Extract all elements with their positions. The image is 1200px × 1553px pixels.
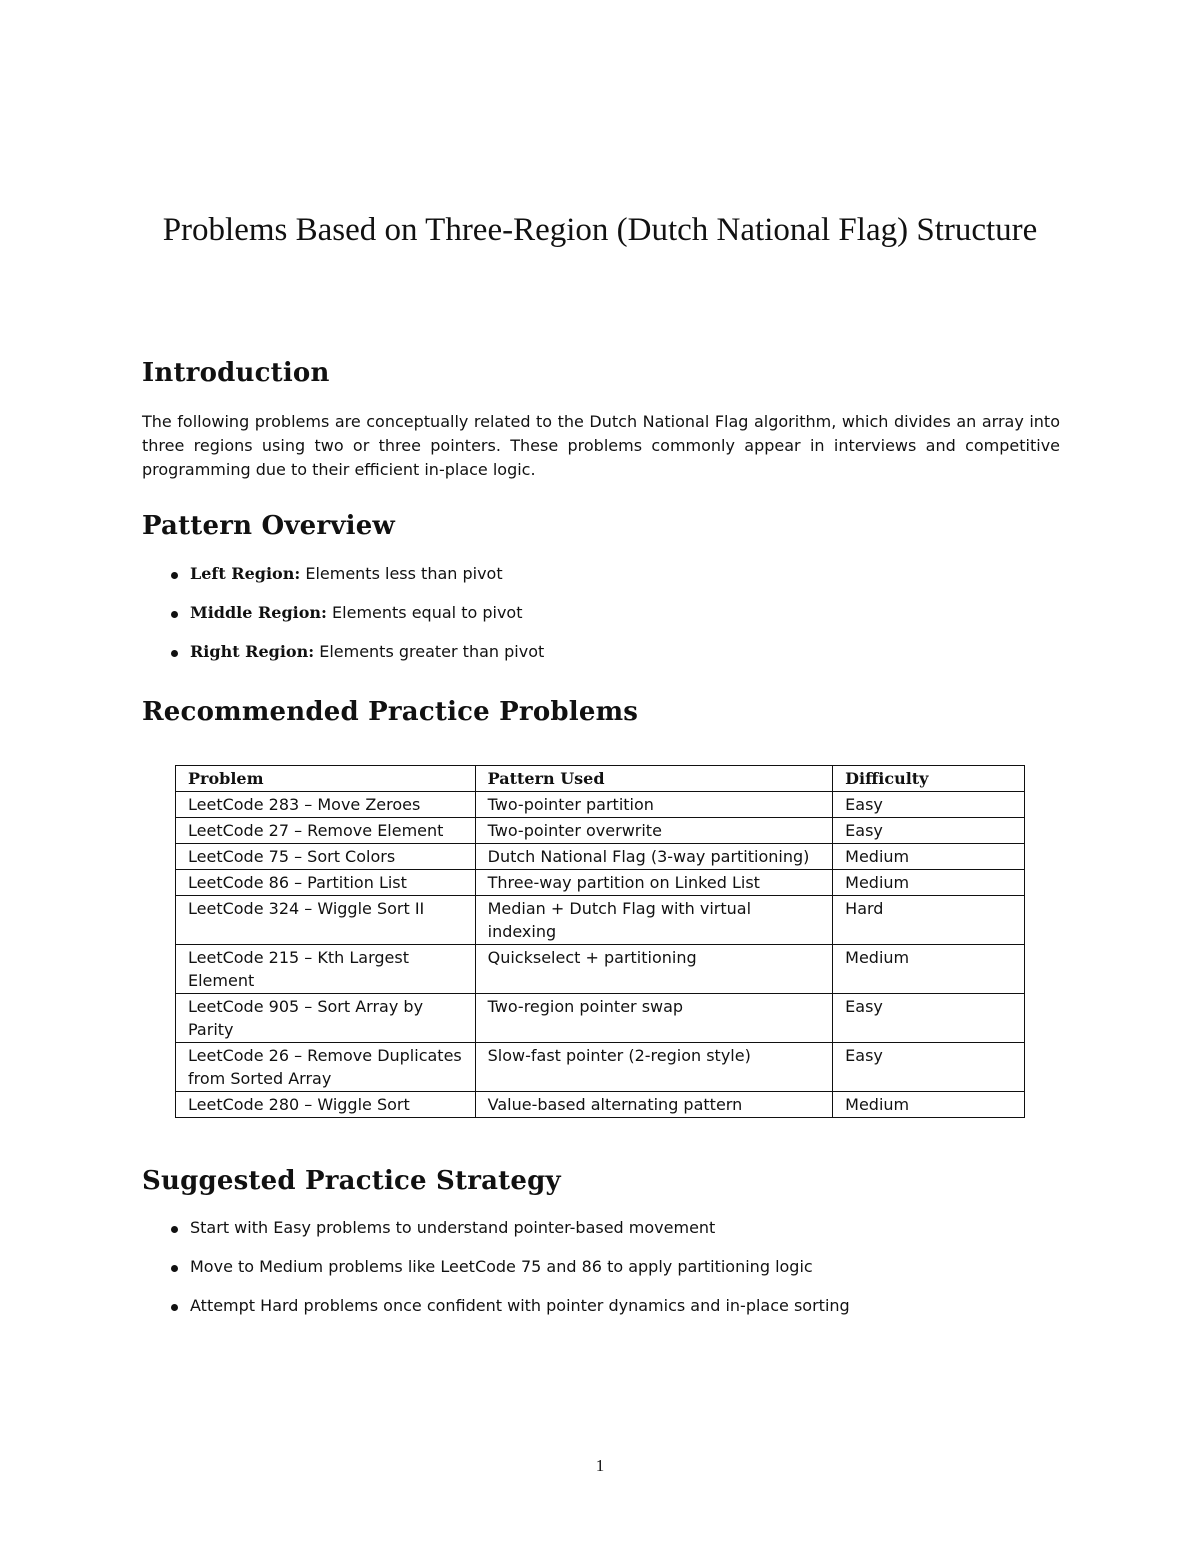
problem-cell: LeetCode 27 – Remove Element (176, 818, 476, 844)
table-row (176, 818, 1025, 844)
page-title: Problems Based on Three-Region (Dutch National Flag) Structure (162, 212, 1038, 248)
bullet-icon (171, 572, 178, 579)
difficulty-cell: Medium (833, 844, 1025, 870)
pattern-cell: Value-based alternating pattern (475, 1092, 833, 1118)
problem-cell: LeetCode 86 – Partition List (176, 870, 476, 896)
bullet-icon (171, 650, 178, 657)
bullet-icon (171, 1226, 178, 1233)
table-row (176, 870, 1025, 896)
region-description: Elements equal to pivot (332, 603, 523, 622)
region-label: Middle Region: (190, 603, 327, 622)
strategy-text: Attempt Hard problems once confident with pointer dynamics and in-place sorting (190, 1296, 850, 1315)
pattern-cell: Slow-fast pointer (2-region style) (475, 1043, 833, 1092)
problem-cell: LeetCode 280 – Wiggle Sort (176, 1092, 476, 1118)
list-item (168, 1295, 850, 1334)
page-number: 1 (595, 1456, 605, 1475)
strategy-list (168, 1217, 850, 1334)
region-description: Elements greater than pivot (319, 642, 545, 661)
difficulty-cell: Medium (833, 945, 1025, 994)
difficulty-cell: Medium (833, 1092, 1025, 1118)
list-item (168, 602, 544, 641)
list-item (168, 1217, 850, 1256)
problem-cell: LeetCode 215 – Kth Largest Element (176, 945, 476, 994)
practice-problems-heading: Recommended Practice Problems (142, 697, 639, 727)
table-row (176, 1092, 1025, 1118)
strategy-text: Start with Easy problems to understand pointer-based movement (190, 1218, 716, 1237)
list-item (168, 641, 544, 680)
difficulty-cell: Easy (833, 1043, 1025, 1092)
table-row (176, 945, 1025, 994)
pattern-overview-list (168, 563, 544, 680)
region-label: Right Region: (190, 642, 315, 661)
table-row (176, 844, 1025, 870)
table-row (176, 994, 1025, 1043)
pattern-cell: Dutch National Flag (3-way partitioning) (475, 844, 833, 870)
bullet-icon (171, 1304, 178, 1311)
table-header-row (176, 766, 1025, 792)
pattern-overview-heading: Pattern Overview (142, 511, 396, 541)
introduction-paragraph: The following problems are conceptually related to the Dutch National Flag algorithm, which divides an array into three regions using two or three pointers. These problems commonly appear in interviews and competitive programming due to their efficient in-place logic. (142, 412, 1060, 479)
pattern-cell: Median + Dutch Flag with virtual indexing (475, 896, 833, 945)
problem-cell: LeetCode 283 – Move Zeroes (176, 792, 476, 818)
difficulty-cell: Medium (833, 870, 1025, 896)
list-item (168, 1256, 850, 1295)
region-label: Left Region: (190, 564, 301, 583)
problem-cell: LeetCode 324 – Wiggle Sort II (176, 896, 476, 945)
difficulty-cell: Easy (833, 994, 1025, 1043)
pattern-cell: Two-pointer partition (475, 792, 833, 818)
pattern-cell: Quickselect + partitioning (475, 945, 833, 994)
pattern-cell: Two-region pointer swap (475, 994, 833, 1043)
pattern-cell: Three-way partition on Linked List (475, 870, 833, 896)
list-item (168, 563, 544, 602)
column-header-difficulty: Difficulty (833, 766, 1025, 792)
difficulty-cell: Easy (833, 792, 1025, 818)
bullet-icon (171, 1265, 178, 1272)
pattern-cell: Two-pointer overwrite (475, 818, 833, 844)
region-description: Elements less than pivot (305, 564, 503, 583)
problem-cell: LeetCode 26 – Remove Duplicates from Sorted Array (176, 1043, 476, 1092)
problem-cell: LeetCode 75 – Sort Colors (176, 844, 476, 870)
strategy-heading: Suggested Practice Strategy (142, 1166, 561, 1196)
bullet-icon (171, 611, 178, 618)
strategy-text: Move to Medium problems like LeetCode 75 and 86 to apply partitioning logic (190, 1257, 813, 1276)
column-header-pattern: Pattern Used (475, 766, 833, 792)
table-row (176, 896, 1025, 945)
table-row (176, 792, 1025, 818)
difficulty-cell: Easy (833, 818, 1025, 844)
practice-problems-table (175, 765, 1025, 1118)
table-row (176, 1043, 1025, 1092)
column-header-problem: Problem (176, 766, 476, 792)
introduction-heading: Introduction (142, 358, 330, 388)
problem-cell: LeetCode 905 – Sort Array by Parity (176, 994, 476, 1043)
difficulty-cell: Hard (833, 896, 1025, 945)
